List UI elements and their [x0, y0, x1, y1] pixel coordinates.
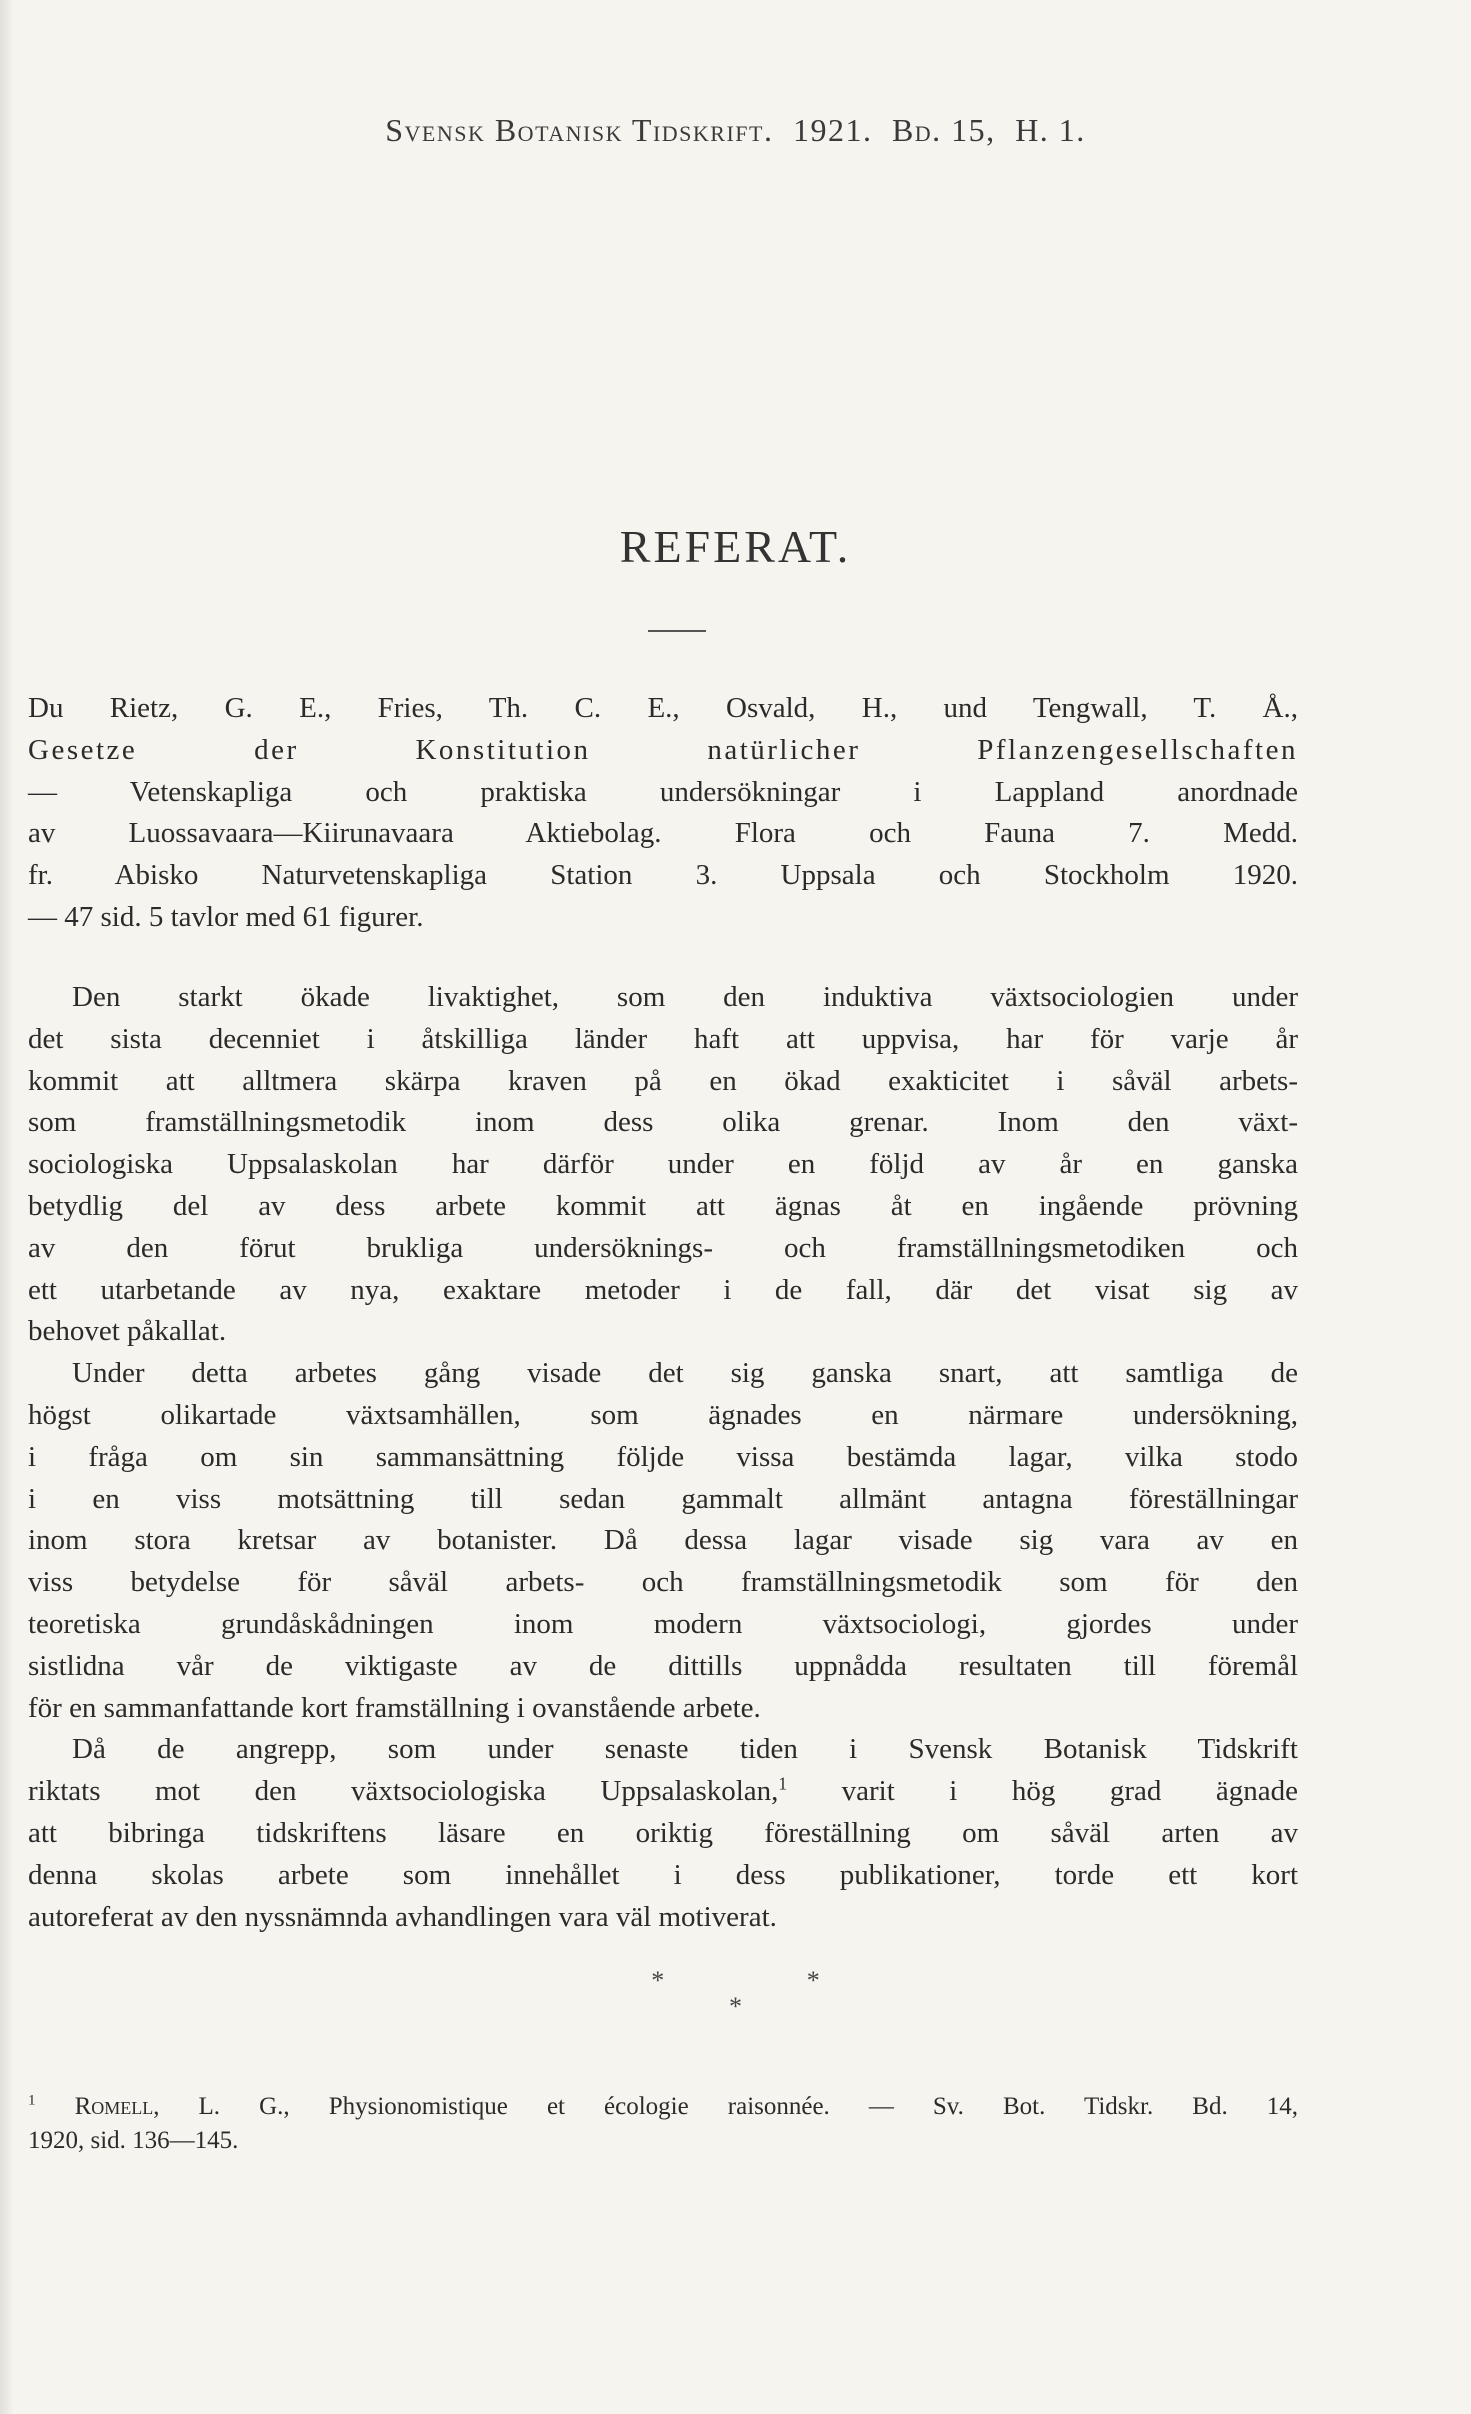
body-line: inom stora kretsar av botanister. Då dessa lagar visade sig vara av en: [28, 1524, 1298, 1557]
body-line: i fråga om sin sammansättning följde vissa bestämda lagar, vilka stodo: [28, 1440, 1298, 1473]
separator-star: *: [651, 1966, 665, 1995]
body-line-text: varit i hög grad ägnade: [787, 1775, 1299, 1808]
journal-issue: H. 1.: [1015, 112, 1086, 148]
body-line: ett utarbetande av nya, exaktare metoder i de fall, där det visat sig av: [28, 1273, 1298, 1306]
journal-name: Svensk Botanisk Tidskrift.: [385, 112, 774, 148]
journal-volume: Bd. 15,: [891, 112, 996, 148]
body-text: [28, 977, 1298, 1938]
reference-line: Gesetze der Konstitution natürlicher Pflanzengesellschaften: [28, 733, 1298, 766]
body-line: teoretiska grundåskådningen inom modern växtsociologi, gjordes under: [28, 1607, 1298, 1640]
body-line: betydlig del av dess arbete kommit att ägnas åt en ingående prövning: [28, 1189, 1298, 1222]
reference-line: — Vetenskapliga och praktiska undersökningar i Lappland anordnade: [28, 775, 1298, 808]
body-line: kommit att alltmera skärpa kraven på en ökad exakticitet i såväl arbets-: [28, 1064, 1298, 1097]
body-line: sistlidna vår de viktigaste av de dittills uppnådda resultaten till föremål: [28, 1649, 1298, 1682]
footnote-line: [28, 2090, 1298, 2124]
body-line: Den starkt ökade livaktighet, som den induktiva växtsociologien under: [72, 981, 1298, 1013]
body-line: i en viss motsättning till sedan gammalt allmänt antagna föreställningar: [28, 1482, 1298, 1515]
body-line: behovet påkallat.: [28, 1315, 227, 1348]
footnote: [28, 2090, 1298, 2158]
body-line: autoreferat av den nyssnämnda avhandlingen vara väl motiverat.: [28, 1900, 777, 1933]
body-line: som framställningsmetodik inom dess olika grenar. Inom den växt-: [28, 1106, 1298, 1139]
title-rule: [648, 630, 706, 632]
body-line: denna skolas arbete som innehållet i dess publikationer, torde ett kort: [28, 1858, 1298, 1891]
body-line: Under detta arbetes gång visade det sig ganska snart, att samtliga de: [72, 1357, 1298, 1390]
footnote-line: 1920, sid. 136—145.: [28, 2127, 239, 2154]
separator-star: *: [806, 1966, 820, 1995]
page-edge-shadow: [0, 0, 14, 2414]
footnote-marker: 1: [778, 1773, 788, 1794]
body-line: av den förut brukliga undersöknings- och framställningsmetodiken och: [28, 1231, 1298, 1264]
reference-citation: [28, 688, 1298, 939]
body-line: att bibringa tidskriftens läsare en oriktig föreställning om såväl arten av: [28, 1816, 1298, 1849]
reference-line: Du Rietz, G. E., Fries, Th. C. E., Osvald, H., und Tengwall, T. Å.,: [28, 692, 1298, 724]
running-head: [0, 112, 1471, 149]
reference-line: av Luossavaara—Kiirunavaara Aktiebolag. Flora och Fauna 7. Medd.: [28, 817, 1298, 850]
body-line: viss betydelse för såväl arbets- och framställningsmetodik som för den: [28, 1566, 1298, 1599]
body-line: sociologiska Uppsalaskolan har därför under en följd av år en ganska: [28, 1148, 1298, 1181]
reference-line: — 47 sid. 5 tavlor med 61 figurer.: [28, 900, 424, 933]
body-line: för en sammanfattande kort framställning i ovanstående arbete.: [28, 1691, 761, 1724]
section-title: REFERAT.: [619, 521, 852, 572]
body-line: högst olikartade växtsamhällen, som ägnades en närmare undersökning,: [28, 1398, 1298, 1431]
body-line: Då de angrepp, som under senaste tiden i Svensk Botanisk Tidskrift: [72, 1733, 1298, 1766]
footnote-citation: Physionomistique et écologie raisonnée. — Sv. Bot. Tidskr. Bd. 14,: [289, 2093, 1298, 2120]
body-line: det sista decenniet i åtskilliga länder haft att uppvisa, har för varje år: [28, 1022, 1298, 1055]
body-line-text: riktats mot den växtsociologiska Uppsalaskolan,: [28, 1775, 779, 1808]
section-separator: [0, 1966, 1471, 2022]
separator-star: *: [729, 1992, 742, 2021]
reference-line: fr. Abisko Naturvetenskapliga Station 3. Uppsala och Stockholm 1920.: [28, 859, 1298, 892]
footnote-author: Romell, L. G.,: [74, 2093, 290, 2120]
journal-year: 1921.: [792, 112, 873, 148]
body-line-with-footnote: [28, 1771, 1298, 1813]
footnote-number: 1: [28, 2092, 36, 2109]
